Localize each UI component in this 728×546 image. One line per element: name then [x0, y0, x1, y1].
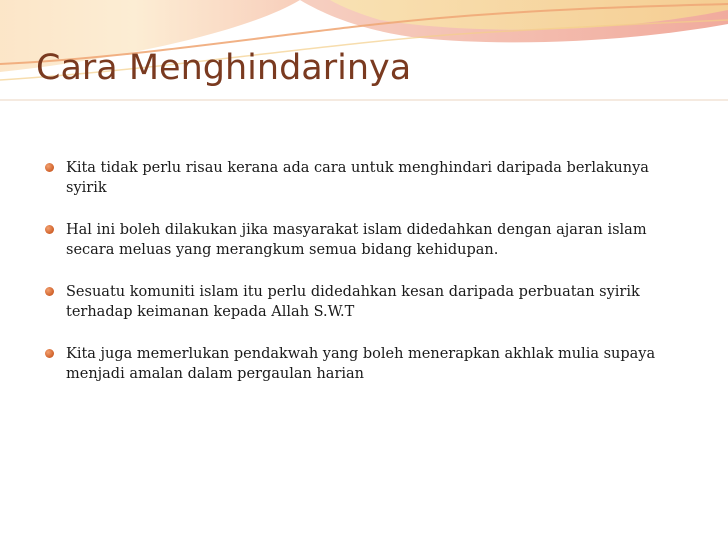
bullet-dot-icon [45, 287, 54, 296]
bullet-list [42, 158, 682, 406]
bullet-item [42, 158, 682, 198]
bullet-dot-icon [45, 225, 54, 234]
bullet-item [42, 282, 682, 322]
bullet-text: Kita tidak perlu risau kerana ada cara untuk menghindari daripada berlakunya syirik [66, 160, 649, 196]
bullet-item [42, 344, 682, 384]
bullet-text: Sesuatu komuniti islam itu perlu didedahkan kesan daripada perbuatan syirik terhadap keimanan kepada Allah S.W.T [66, 284, 640, 320]
bullet-text: Kita juga memerlukan pendakwah yang boleh menerapkan akhlak mulia supaya menjadi amalan dalam pergaulan harian [66, 346, 656, 382]
bullet-dot-icon [45, 163, 54, 172]
bullet-dot-icon [45, 349, 54, 358]
slide-title: Cara Menghindarinya [36, 48, 412, 88]
bullet-item [42, 220, 682, 260]
bullet-text: Hal ini boleh dilakukan jika masyarakat islam didedahkan dengan ajaran islam secara meluas yang merangkum semua bidang kehidupan. [66, 222, 647, 258]
